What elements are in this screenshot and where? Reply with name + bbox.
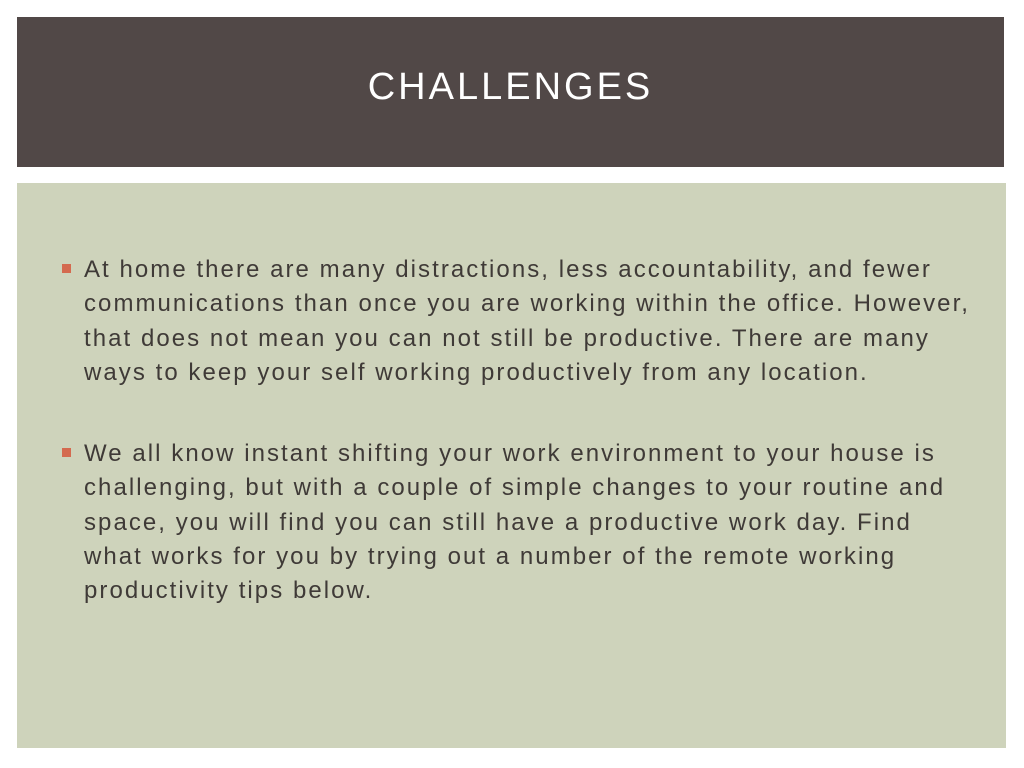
bullet-text: We all know instant shifting your work environment to your house is challenging, but with a couple of simple changes to your routine and space, you will find you can still have a productive work day. Find what works for you by trying out a number of the remote working productivity tips below. bbox=[84, 440, 946, 605]
bullet-list bbox=[17, 253, 1006, 656]
title-bar bbox=[17, 17, 1004, 167]
bullet-item bbox=[17, 253, 1006, 390]
bullet-item bbox=[17, 437, 1006, 608]
square-bullet-icon bbox=[62, 264, 71, 273]
bullet-text: At home there are many distractions, less accountability, and fewer communications than once you are working within the office. However, that does not mean you can not still be productive. There are many ways to keep your self working productively from any location. bbox=[84, 256, 971, 386]
slide-title: CHALLENGES bbox=[367, 65, 654, 108]
content-panel bbox=[17, 183, 1006, 748]
square-bullet-icon bbox=[62, 448, 71, 457]
